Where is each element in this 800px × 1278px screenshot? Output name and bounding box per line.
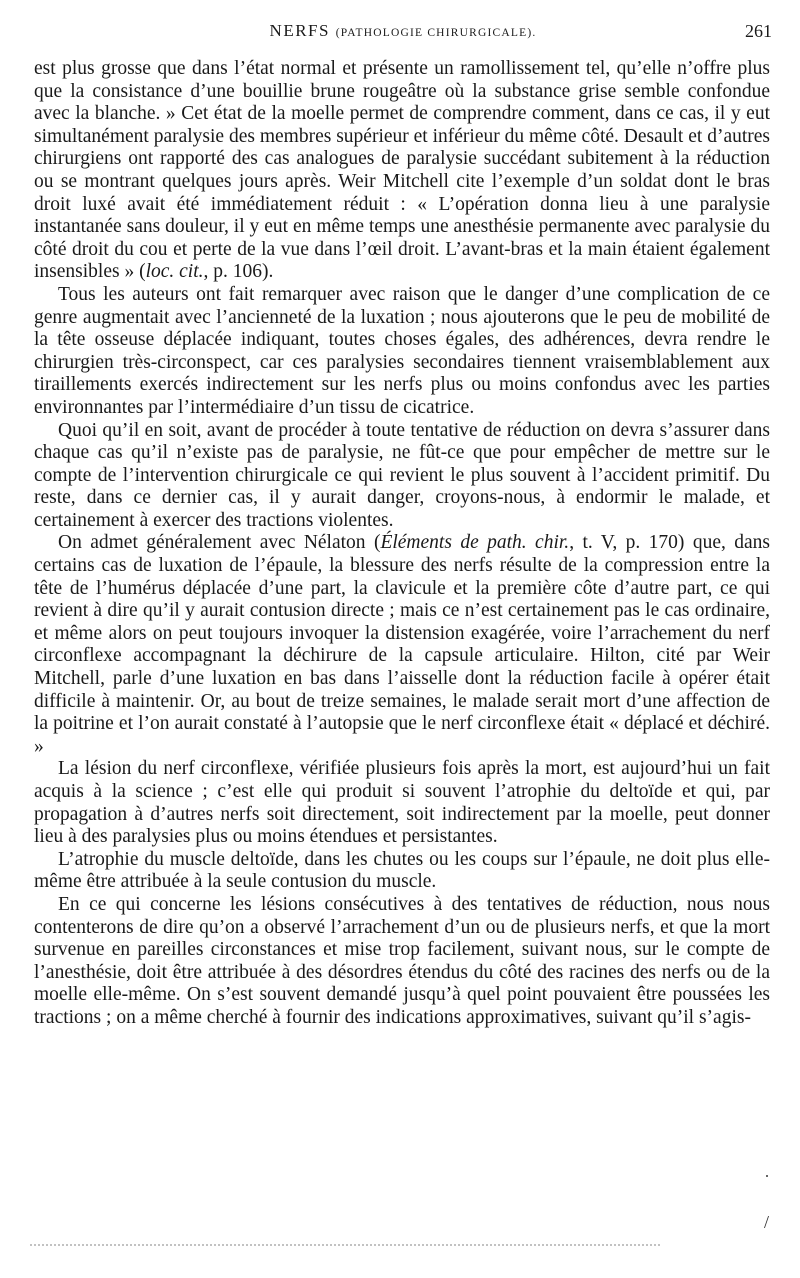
margin-speck (766, 1175, 768, 1177)
paragraph-text: est plus grosse que dans l’état normal et présente un ramollissement tel, qu’elle n’offre plus que la consistance d’une bouillie brune rougeâtre où la substance grise semble confondue avec la blanche. » Cet état de la moelle permet de comprendre comment, dans ce cas, il y eut simultanément paralysie des membres supérieur et inférieur du même côté. Desault et d’autres chirurgiens ont rapporté des cas analogues de paralysie succédant subitement à la réduction ou se montrant quelques jours après. Weir Mitchell cite l’exemple d’un soldat dont le bras droit luxé avait été immédiatement réduit : « L’opération donna lieu à une paralysie instantanée sans douleur, il y eut en même temps une anesthésie permanente avec paralysie du côté droit du cou et perte de la vue dans l’œil droit. L’avant-bras et la main étaient également insensibles » ( (34, 58, 770, 283)
running-header (34, 18, 772, 46)
paragraph-text: L’atrophie du muscle deltoïde, dans les chutes ou les coups sur l’épaule, ne doit plus elle-même être attribuée à la seule contusion du muscle. (34, 848, 770, 893)
page-number: 261 (745, 21, 772, 41)
paragraph (34, 532, 770, 758)
paragraph-text: , p. 106). (203, 261, 274, 283)
running-title-main: NERFS (269, 21, 330, 40)
italic-citation: loc. cit. (145, 261, 204, 283)
paragraph (34, 894, 770, 1030)
paragraph (34, 849, 770, 894)
margin-mark: / (764, 1212, 770, 1232)
paragraph-text: Quoi qu’il en soit, avant de procéder à toute tentative de réduction on devra s’assurer dans chaque cas qu’il n’existe pas de paralysie, ne fût-ce que pour empêcher de mettre sur le compte de l’intervention chirurgicale ce qui revient le plus souvent à l’accident primitif. Du reste, dans ce dernier cas, il y aurait danger, croyons-nous, à endormir le malade, et certainement à exercer des tractions violentes. (34, 419, 770, 531)
paragraph (34, 284, 770, 420)
paragraph (34, 58, 770, 284)
body-text (34, 58, 770, 1030)
running-title (34, 21, 772, 41)
paragraph-text: En ce qui concerne les lésions consécutives à des tentatives de réduction, nous nous contenterons de dire qu’on a observé l’arrachement d’un ou de plusieurs nerfs, et que la mort survenue en pareilles circonstances et mise trop facilement, suivant nous, sur le compte de l’anesthésie, doit être attribuée à des désordres étendus du côté des racines des nerfs ou de la moelle elle-même. On s’est souvent demandé jusqu’à quel point pouvaient être poussées les tractions ; on a même cherché à fournir des indications approximatives, suivant qu’il s’agis- (34, 893, 770, 1028)
running-title-sub: (PATHOLOGIE CHIRURGICALE). (335, 27, 537, 39)
paragraph (34, 420, 770, 533)
bleed-through-line (30, 1244, 660, 1246)
italic-citation: Éléments de path. chir. (380, 532, 570, 554)
paragraph-text: La lésion du nerf circonflexe, vérifiée plusieurs fois après la mort, est aujourd’hui un fait acquis à la science ; c’est elle qui produit si souvent l’atrophie du deltoïde et qui, par propagation à d’autres nerfs soit directement, soit indirectement par la moelle, peut donner lieu à des paralysies plus ou moins étendues et persistantes. (34, 758, 770, 848)
paragraph-text: On admet généralement avec Nélaton ( (58, 532, 381, 554)
paragraph-text: Tous les auteurs ont fait remarquer avec raison que le danger d’une complication de ce genre augmentait avec l’ancienneté de la luxation ; nous ajouterons que le peu de mobilité de la tête osseuse déplacée indiquant, toutes choses égales, des adhérences, devra rendre le chirurgien très-circonspect, car ces paralysies secondaires tiennent vraisemblablement aux tiraillements exercés indirectement sur les nerfs plus ou moins confondus avec les parties environnantes par l’intermédiaire d’un tissu de cicatrice. (34, 283, 770, 418)
paragraph-text: , t. V, p. 170) que, dans certains cas de luxation de l’épaule, la blessure des nerfs résulte de la compression entre la tête de l’humérus déplacée d’une part, la clavicule et la première côte d’autre part, ce qui revient à dire qu’il y aurait contusion directe ; mais ce n’est certainement pas le cas ordinaire, et même alors on peut toujours invoquer la distension exagérée, voire l’arrachement du nerf circonflexe accompagnant la déchirure de la capsule articulaire. Hilton, cité par Weir Mitchell, parle d’une luxation en bas dans l’aisselle dont la réduction facile à opérer était difficile à maintenir. Or, au bout de treize semaines, le malade serait mort d’une affection de la poitrine et l’on aurait constaté à l’autopsie que le nerf circonflexe était « déplacé et déchiré. » (34, 532, 770, 757)
paragraph (34, 758, 770, 848)
